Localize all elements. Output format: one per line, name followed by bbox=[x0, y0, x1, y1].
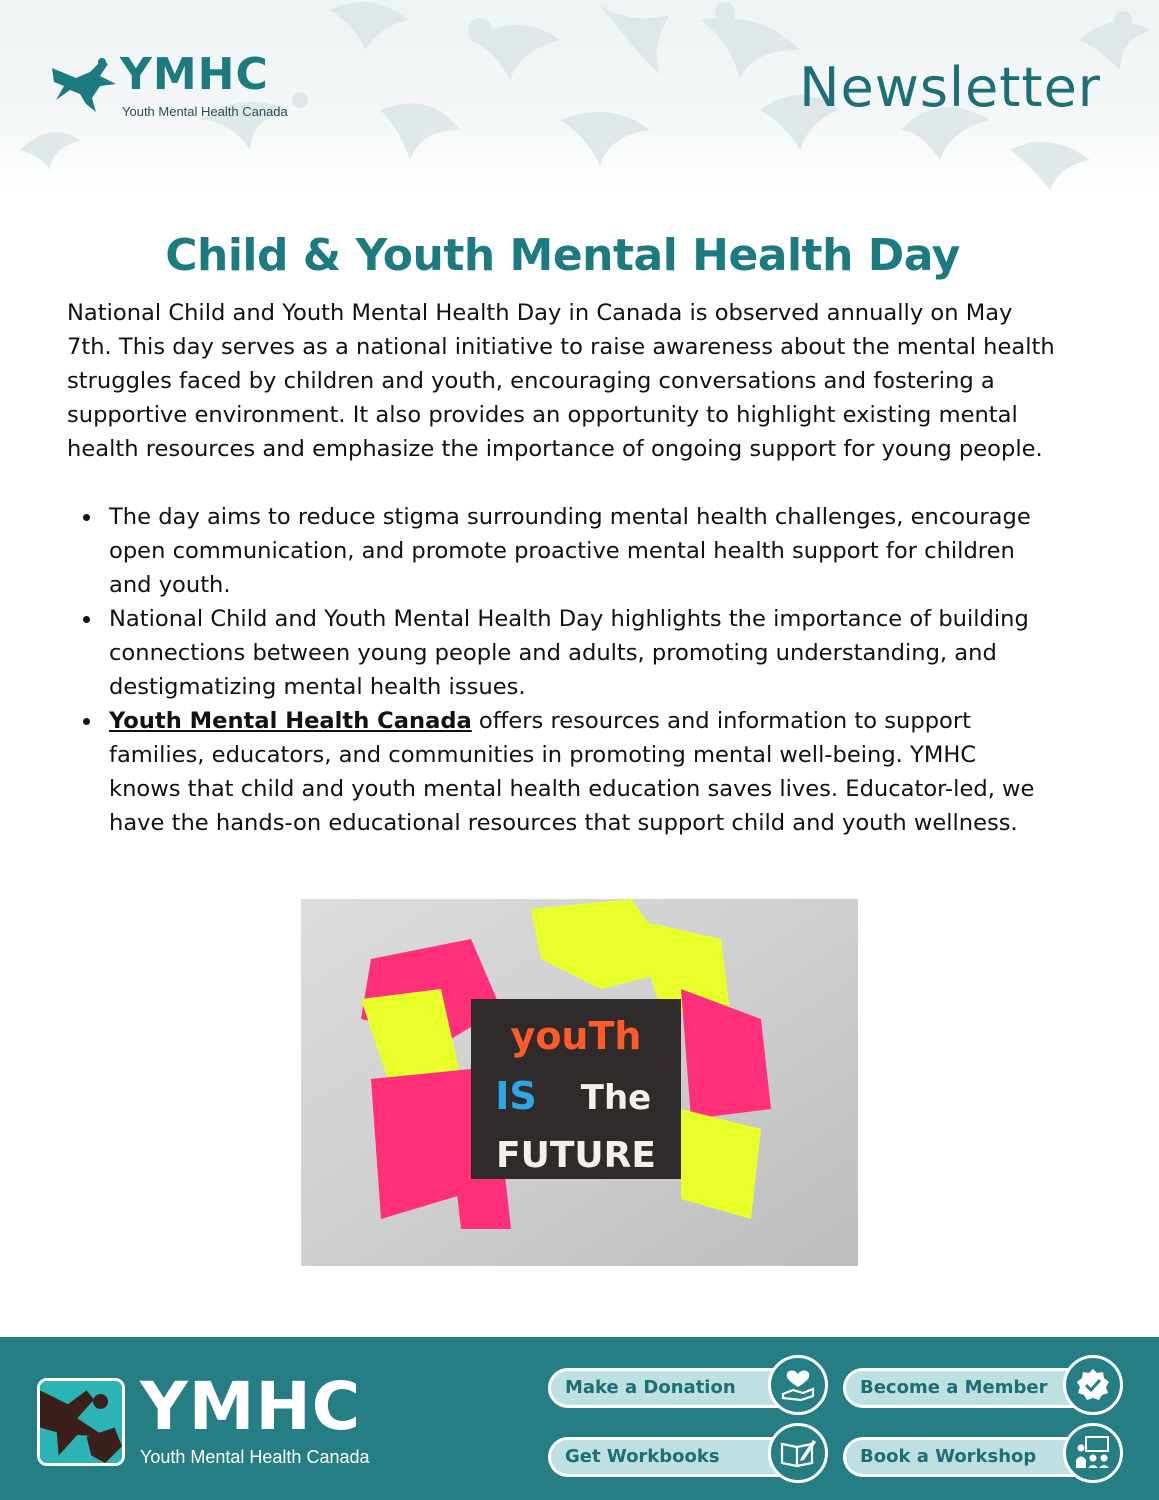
ymhc-bird-icon bbox=[50, 54, 120, 116]
workshop-group-icon[interactable] bbox=[1063, 1423, 1123, 1483]
article-title: Child & Youth Mental Health Day bbox=[165, 230, 960, 281]
list-item bbox=[109, 602, 1054, 704]
get-workbooks-button[interactable]: Get Workbooks bbox=[548, 1437, 798, 1477]
page-footer bbox=[0, 1337, 1159, 1500]
footer-logo-image bbox=[37, 1378, 125, 1466]
page-header bbox=[0, 0, 1159, 190]
sign-line-2a: IS bbox=[495, 1074, 537, 1118]
become-member-button[interactable]: Become a Member bbox=[843, 1368, 1093, 1408]
ymhc-link[interactable]: Youth Mental Health Canada bbox=[109, 708, 472, 734]
sign-line-1: youTh bbox=[510, 1014, 642, 1058]
footer-logo-subtitle: Youth Mental Health Canada bbox=[140, 1447, 370, 1467]
header-logo-name: YMHC bbox=[120, 49, 269, 100]
bullet-text: National Child and Youth Mental Health Day highlights the importance of building connections between young people and adults, promoting understanding, and destigmatizing mental health issues. bbox=[109, 606, 1029, 700]
header-logo-subtitle: Youth Mental Health Canada bbox=[122, 104, 288, 119]
youth-is-the-future-photo bbox=[301, 899, 858, 1266]
article-bullet-list bbox=[109, 500, 1054, 840]
bullet-dot bbox=[83, 718, 90, 725]
bullet-dot bbox=[83, 616, 90, 623]
sign-line-2b: The bbox=[580, 1078, 652, 1118]
list-item bbox=[109, 704, 1054, 840]
bullet-text: The day aims to reduce stigma surrounding mental health challenges, encourage open communication, and promote proactive mental health support for children and youth. bbox=[109, 504, 1031, 598]
heart-hand-icon[interactable] bbox=[768, 1355, 828, 1415]
make-donation-button[interactable]: Make a Donation bbox=[548, 1368, 798, 1408]
book-pencil-icon[interactable] bbox=[768, 1423, 828, 1483]
footer-logo-name: YMHC bbox=[140, 1368, 362, 1445]
article-intro: National Child and Youth Mental Health Day in Canada is observed annually on May 7th. This day serves as a national initiative to raise awareness about the mental health struggles faced by children and youth, encouraging conversations and fostering a supportive environment. It also provides an opportunity to highlight existing mental health resources and emphasize the importance of ongoing support for young people. bbox=[67, 300, 1055, 462]
book-workshop-button[interactable]: Book a Workshop bbox=[843, 1437, 1093, 1477]
bullet-text: offers resources and information to support families, educators, and communities in promoting mental well-being. YMHC knows that child and youth mental health education saves lives. Educator-led, we have the hands-on educational resources that support child and youth wellness. bbox=[109, 708, 1035, 836]
list-item bbox=[109, 500, 1054, 602]
bullet-dot bbox=[83, 514, 90, 521]
header-logo[interactable] bbox=[50, 49, 310, 122]
newsletter-heading: Newsletter bbox=[799, 56, 1101, 119]
sign-line-3: FUTURE bbox=[496, 1135, 656, 1176]
badge-check-icon[interactable] bbox=[1063, 1355, 1123, 1415]
